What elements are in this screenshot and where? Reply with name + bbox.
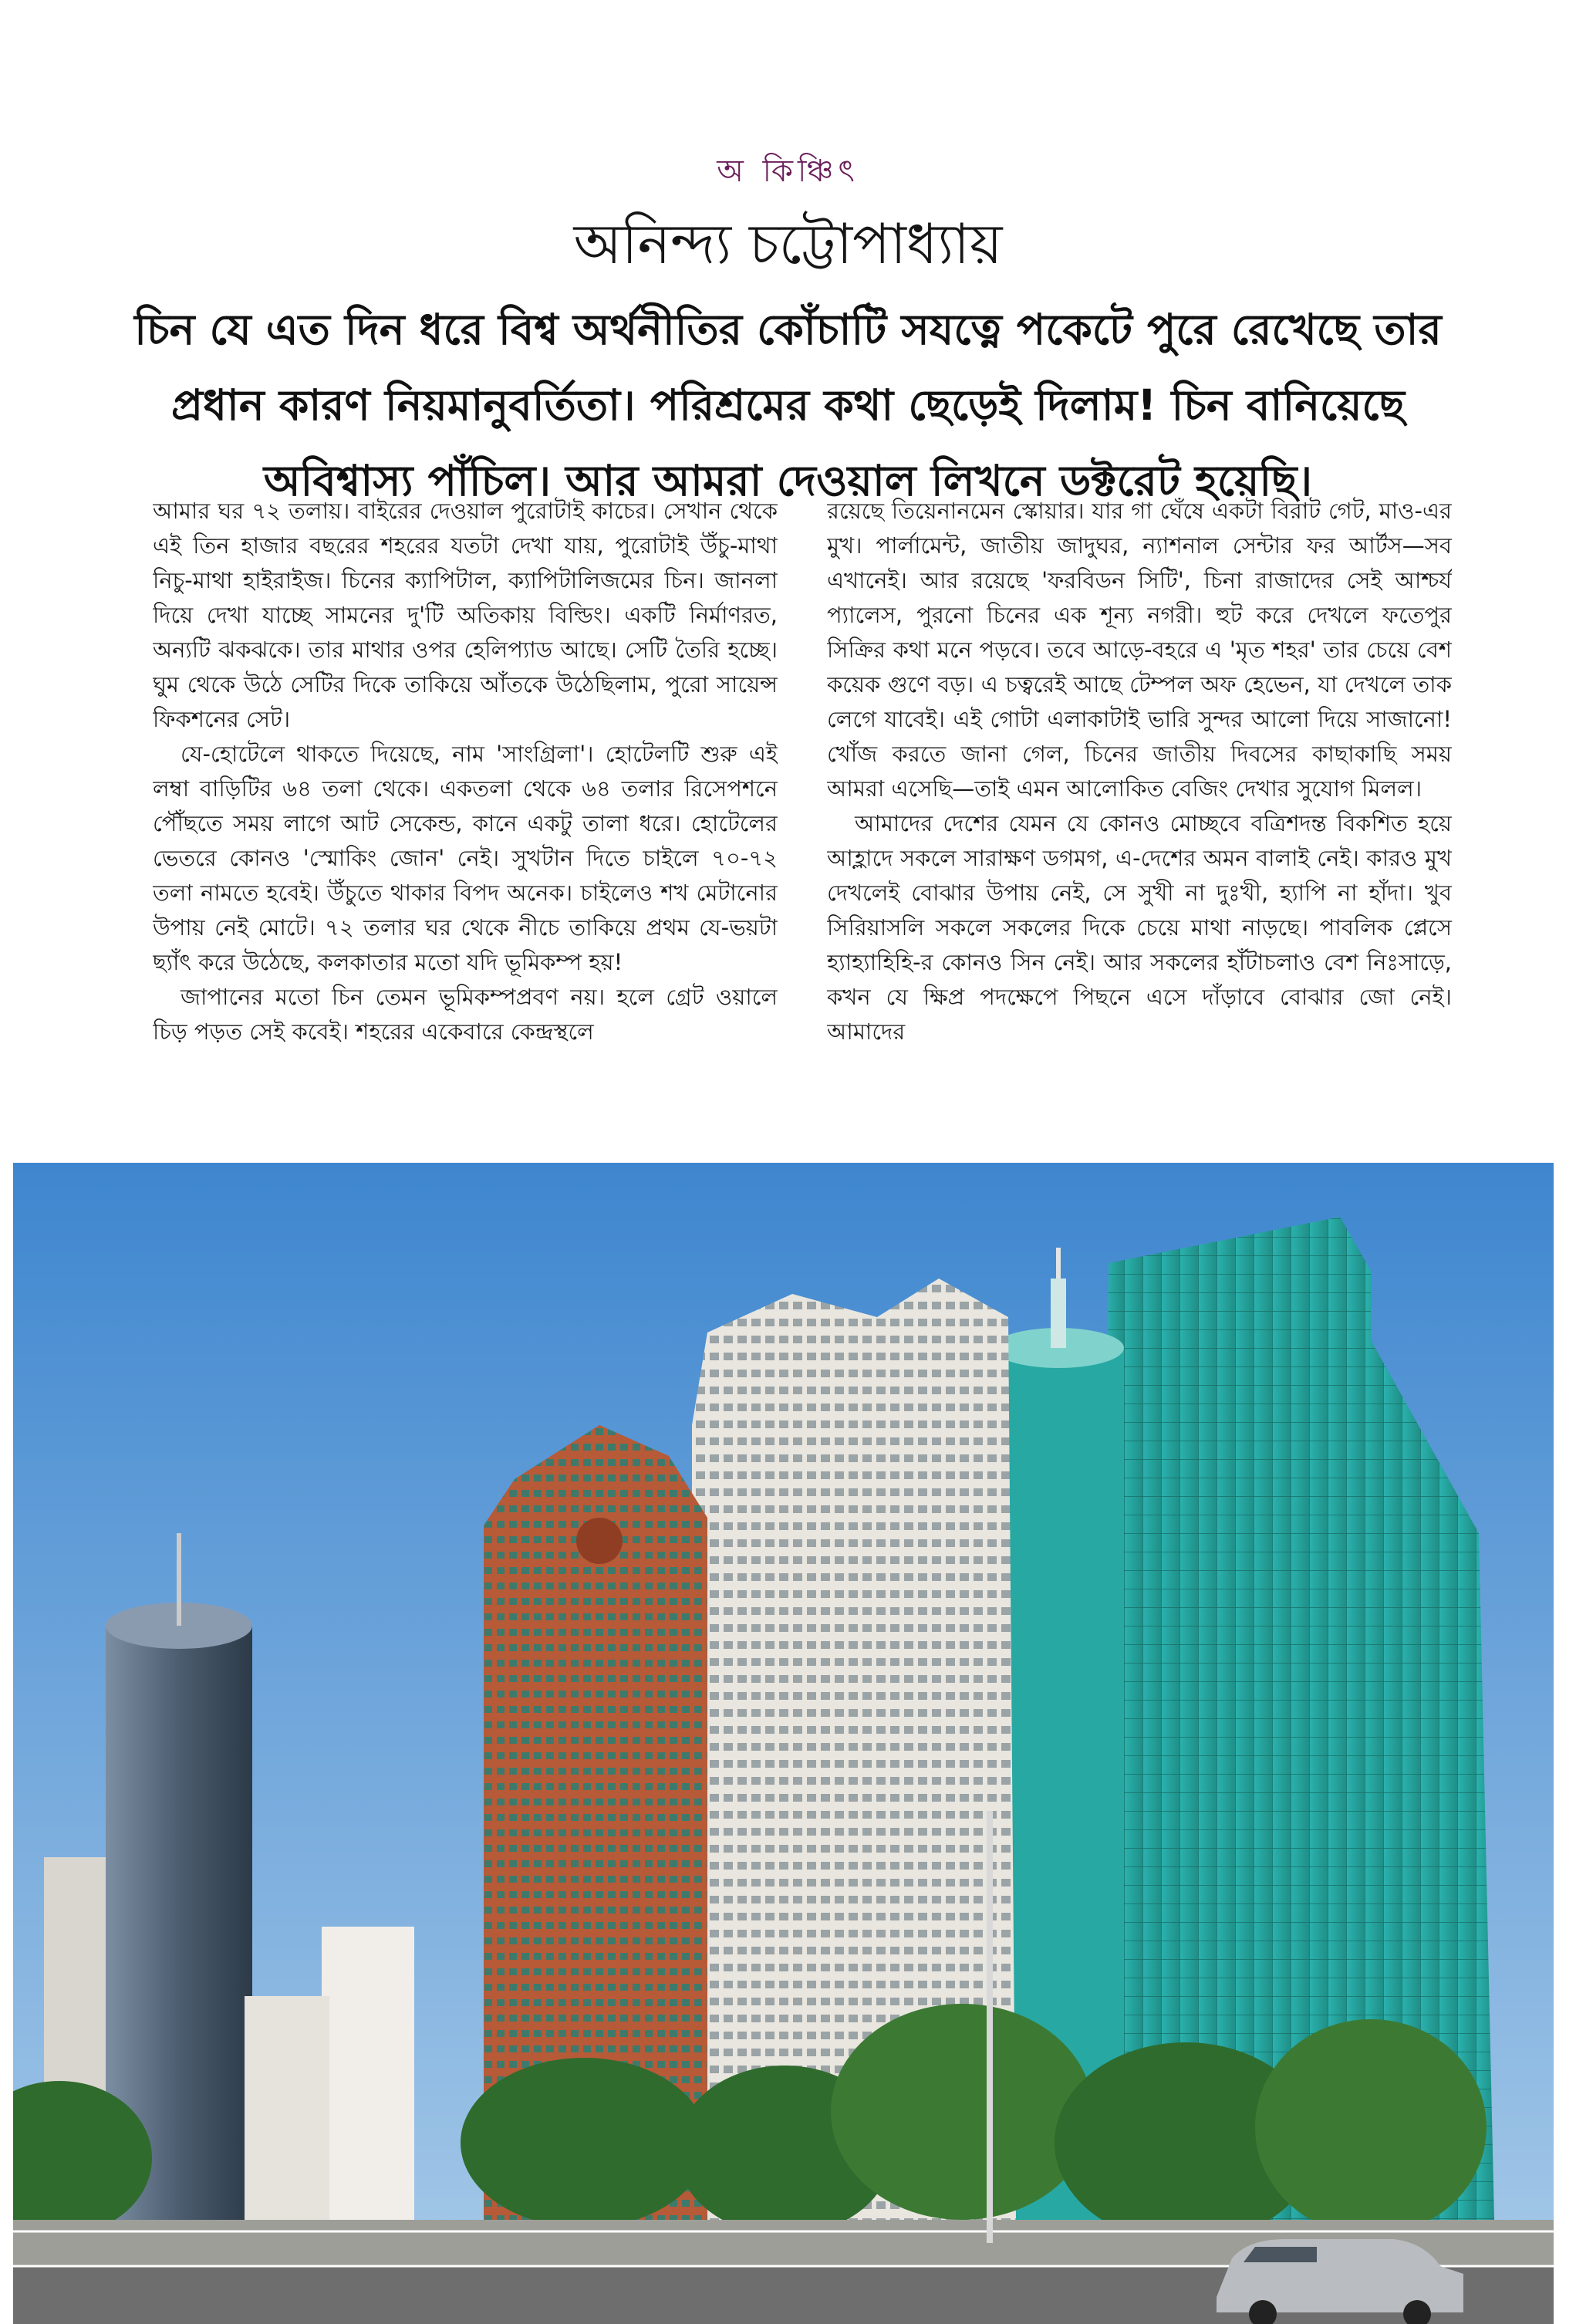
article-deck: চিন যে এত দিন ধরে বিশ্ব অর্থনীতির কোঁচাটি সযত্নে পকেটে পুরে রেখেছে তার প্রধান কারণ নিয়মানুবর্তিতা। পরিশ্রমের কথা ছেড়েই দিলাম! চিন বানিয়েছে অবিশ্বাস্য পাঁচিল। আর আমরা দেওয়াল লিখনে ডক্টরেট হয়েছি। (134, 305, 1442, 505)
paragraph: যে-হোটেলে থাকতে দিয়েছে, নাম 'সাংগ্রিলা'। হোটেলটি শুরু এই লম্বা বাড়িটির ৬৪ তলা থেকে। একতলা থেকে ৬৪ তলার রিসেপশনে পৌঁছতে সময় লাগে আট সেকেন্ড, কানে একটু তালা ধরে। হোটেলের ভেতরে কোনও 'স্মোকিং জোন' নেই। সুখটান দিতে চাইলে ৭০-৭২ তলা নামতে হবেই। উঁচুতে থাকার বিপদ অনেক। চাইলেও শখ মেটানোর উপায় নেই মোটে। ৭২ তলার ঘর থেকে নীচে তাকিয়ে প্রথম যে-ভয়টা ছ্যাঁৎ করে উঠেছে, কলকাতার মতো যদি ভূমিকম্প হয়! (153, 741, 778, 975)
small-building (322, 1927, 414, 2220)
paragraph: জাপানের মতো চিন তেমন ভূমিকম্পপ্রবণ নয়। হলে গ্রেট ওয়ালে চিড় পড়ত সেই কবেই। শহরের একেবারে কেন্দ্রস্থলে (153, 984, 778, 1045)
street-lamp (987, 1811, 993, 2243)
paragraph: রয়েছে তিয়েনানমেন স্কোয়ার। যার গা ঘেঁষে একটা বিরাট গেট, মাও-এর মুখ। পার্লামেন্ট, জাতীয় জাদুঘর, ন্যাশনাল সেন্টার ফর আর্টস—সব এখানেই। আর রয়েছে 'ফরবিডন সিটি', চিনা রাজাদের সেই আশ্চর্য প্যালেস, পুরনো চিনের এক শূন্য নগরী। হুট করে দেখলে ফতেপুর সিক্রির কথা মনে পড়বে। তবে আড়ে-বহরে এ 'মৃত শহর' তার চেয়ে বেশ কয়েক গুণে বড়। এ চত্বরেই আছে টেম্পল অফ হেভেন, যা দেখলে তাক লেগে যাবেই। এই গোটা এলাকাটাই ভারি সুন্দর আলো দিয়ে সাজানো! খোঁজ করতে জানা গেল, চিনের জাতীয় দিবসের কাছাকাছি সময় আমরা এসেছি—তাই এমন আলোকিত বেজিং দেখার সুযোগ মিলল। (827, 498, 1452, 802)
paragraph: আমাদের দেশের যেমন যে কোনও মোচ্ছবে বত্রিশদন্ত বিকশিত হয়ে আহ্লাদে সকলে সারাক্ষণ ডগমগ, এ-দেশের অমন বালাই নেই। কারও মুখ দেখলেই বোঝার উপায় নেই, সে সুখী না দুঃখী, হ্যাপি না হাঁদা। খুব সিরিয়াসলি সকলে সকলের দিকে চেয়ে মাথা নাড়ছে। পাবলিক প্লেসে হ্যাহ্যাহিহি-র কোনও সিন নেই। আর সকলের হাঁটাচলাও বেশ নিঃসাড়ে, কখন যে ক্ষিপ্র পদক্ষেপে পিছনে এসে দাঁড়াবে বোঝার জো নেই। আমাদের (827, 810, 1452, 1045)
author-name: অনিন্দ্য চট্টোপাধ্যায় (573, 211, 1003, 276)
car (1217, 2239, 1463, 2324)
skyline-illustration (13, 1163, 1554, 2324)
body-column-left (153, 494, 778, 1127)
body-column-right (827, 494, 1452, 1127)
paragraph: আমার ঘর ৭২ তলায়। বাইরের দেওয়াল পুরোটাই কাচের। সেখান থেকে এই তিন হাজার বছরের শহরের যতটা দেখা যায়, পুরোটাই উঁচু-মাথা নিচু-মাথা হাইরাইজ। চিনের ক্যাপিটাল, ক্যাপিটালিজমের চিন। জানলা দিয়ে দেখা যাচ্ছে সামনের দু'টি অতিকায় বিল্ডিং। একটি নির্মাণরত, অন্যটি ঝকঝকে। তার মাথার ওপর হেলিপ্যাড আছে। সেটি তৈরি হচ্ছে। ঘুম থেকে উঠে সেটির দিকে তাকিয়ে আঁতকে উঠেছিলাম, পুরো সায়েন্স ফিকশনের সেট। (153, 498, 778, 732)
city-skyline-photo (13, 1163, 1554, 2324)
small-building (245, 1996, 329, 2220)
series-kicker: অ কিঞ্চিৎ (717, 154, 859, 189)
